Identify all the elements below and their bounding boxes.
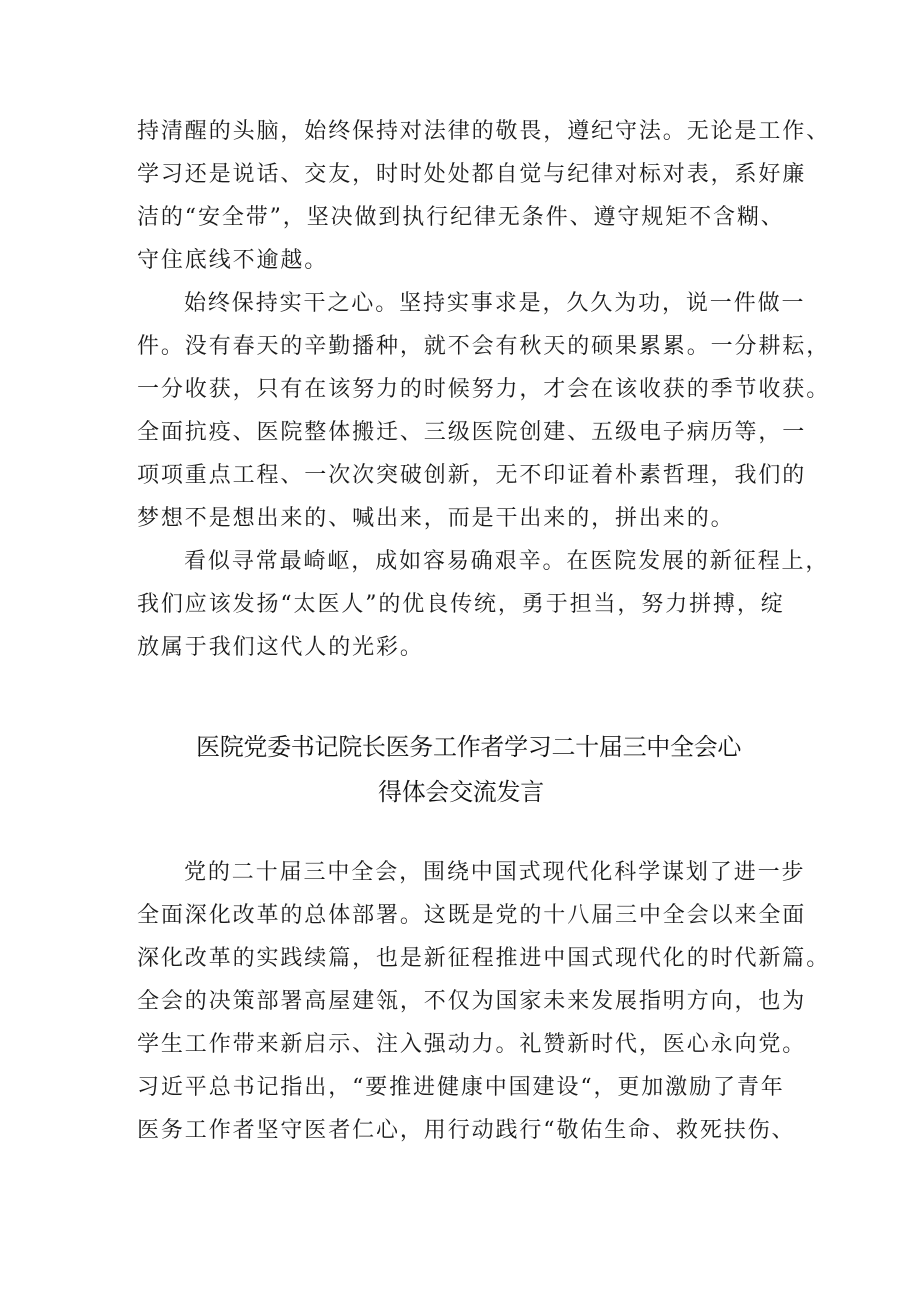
- text-line: 全会的决策部署高屋建瓴，不仅为国家未来发展指明方向，也为: [137, 989, 807, 1014]
- text-line: 守住底线不逾越。: [137, 248, 329, 273]
- text-line: 我们应该发扬“太医人”的优良传统，勇于担当，努力拼搏，绽: [137, 592, 785, 617]
- text-line: 党的二十届三中全会，围绕中国式现代化科学谋划了进一步: [184, 860, 806, 885]
- text-line: 一分收获，只有在该努力的时候努力，才会在该收获的季节收获。: [137, 377, 831, 402]
- text-line: 学习还是说话、交友，时时处处都自觉与纪律对标对表，系好廉: [137, 162, 807, 187]
- title-line: 医院党委书记院长医务工作者学习二十届三中全会心: [196, 733, 742, 761]
- text-line: 梦想不是想出来的、喊出来，而是干出来的，拼出来的。: [137, 506, 735, 531]
- text-line: 放属于我们这代人的光彩。: [137, 635, 424, 660]
- text-line: 看似寻常最崎岖，成如容易确艰辛。在医院发展的新征程上，: [184, 549, 830, 574]
- text-line: 项项重点工程、一次次突破创新，无不印证着朴素哲理，我们的: [137, 463, 807, 488]
- text-line: 习近平总书记指出，“要推进健康中国建设“，更加激励了青年: [137, 1075, 785, 1100]
- text-line: 洁的“安全带”，坚决做到执行纪律无条件、遵守规矩不含糊、: [137, 205, 785, 230]
- text-line: 件。没有春天的辛勤播种，就不会有秋天的硕果累累。一分耕耘，: [137, 334, 831, 359]
- text-line: 始终保持实干之心。坚持实事求是，久久为功，说一件做一: [184, 291, 806, 316]
- title-line: 得体会交流发言: [378, 778, 544, 806]
- text-line: 学生工作带来新启示、注入强动力。礼赞新时代，医心永向党。: [137, 1032, 807, 1057]
- text-line: 全面抗疫、医院整体搬迁、三级医院创建、五级电子病历等，一: [137, 420, 807, 445]
- text-line: 医务工作者坚守医者仁心，用行动践行“敬佑生命、救死扶伤、: [137, 1118, 796, 1143]
- text-line: 持清醒的头脑，始终保持对法律的敬畏，遵纪守法。无论是工作、: [137, 119, 831, 144]
- text-line: 全面深化改革的总体部署。这既是党的十八届三中全会以来全面: [137, 903, 807, 928]
- text-line: 深化改革的实践续篇，也是新征程推进中国式现代化的时代新篇。: [137, 946, 831, 971]
